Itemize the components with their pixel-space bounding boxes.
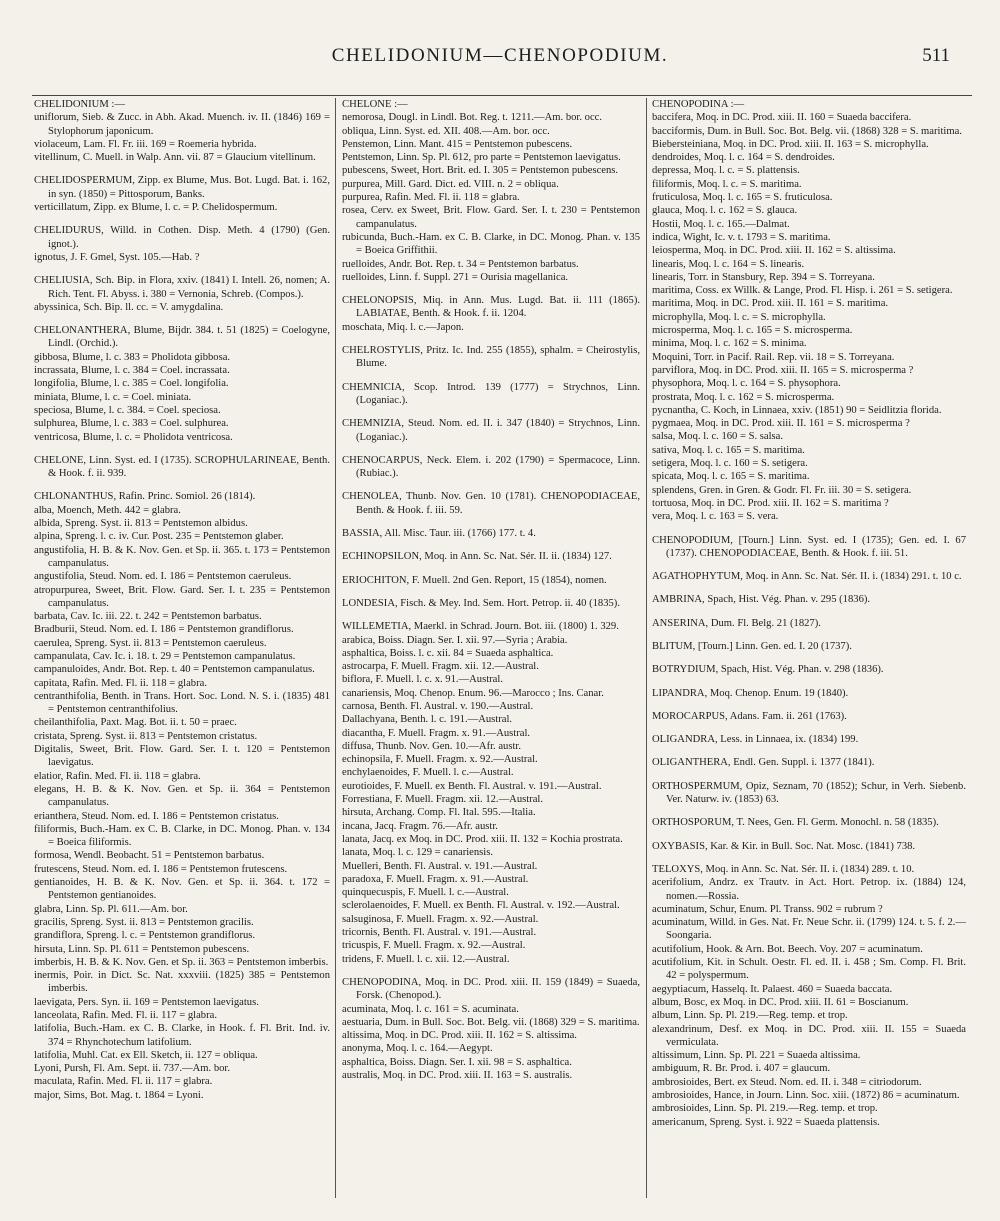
entry: centranthifolia, Benth. in Trans. Hort. Soc. Lond. N. S. i. (1835) 481 = Pentstemon centranthifolius. <box>34 690 330 716</box>
entry: ventricosa, Blume, l. c. = Pholidota ventricosa. <box>34 431 233 443</box>
entry: echinopsila, F. Muell. Fragm. x. 92.—Austral. <box>342 754 538 766</box>
entry: TELOXYS, Moq. in Ann. Sc. Nat. Sér. II. i. (1834) 289. t. 10. <box>652 863 915 875</box>
entry: CHELIDOSPERMUM, Zipp. ex Blume, Mus. Bot. Lugd. Bat. i. 162, in syn. (1850) = Pittosporum, Banks. <box>34 175 330 200</box>
entry: BOTRYDIUM, Spach, Hist. Vég. Phan. v. 298 (1836). <box>652 664 884 676</box>
column-2 <box>342 98 640 1198</box>
entry: gibbosa, Blume, l. c. 383 = Pholidota gibbosa. <box>34 351 231 363</box>
entry: nemorosa, Dougl. in Lindl. Bot. Reg. t. 1211.—Am. bor. occ. <box>342 112 603 124</box>
entry: album, Linn. Sp. Pl. 219.—Reg. temp. et trop. <box>652 1010 848 1022</box>
entry: OLIGANDRA, Less. in Linnaea, ix. (1834) 199. <box>652 734 859 746</box>
entry: pycnantha, C. Koch, in Linnaea, xxiv. (1851) 90 = Seidlitzia florida. <box>652 404 942 416</box>
entry: Hostii, Moq. l. c. 165.—Dalmat. <box>652 218 790 230</box>
entry: albida, Spreng. Syst. ii. 813 = Pentstemon albidus. <box>34 518 248 530</box>
entry: diacantha, F. Muell. Fragm. x. 91.—Austral. <box>342 727 531 739</box>
entry: sulphurea, Blume, l. c. 383 = Coel. sulphurea. <box>34 418 229 430</box>
entry: BASSIA, All. Misc. Taur. iii. (1766) 177. t. 4. <box>342 528 536 540</box>
entry: longifolia, Blume, l. c. 385 = Coel. longifolia. <box>34 378 229 390</box>
entry: glabra, Linn. Sp. Pl. 611.—Am. bor. <box>34 903 188 915</box>
entry: Moquini, Torr. in Pacif. Rail. Rep. vii. 18 = S. Torreyana. <box>652 351 895 363</box>
entry: pygmaea, Moq. in DC. Prod. xiii. II. 161 = S. microsperma ? <box>652 418 910 430</box>
entry: quinquecuspis, F. Muell. l. c.—Austral. <box>342 887 509 899</box>
entry: elatior, Rafin. Med. Fl. ii. 118 = glabra. <box>34 770 201 782</box>
entry: LONDESIA, Fisch. & Mey. Ind. Sem. Hort. Petrop. ii. 40 (1835). <box>342 597 620 609</box>
entry: elegans, H. B. & K. Nov. Gen. et Sp. ii. 364 = Pentstemon campanulatus. <box>34 783 330 809</box>
entry: ignotus, J. F. Gmel, Syst. 105.—Hab. ? <box>34 251 200 263</box>
entry: depressa, Moq. l. c. = S. plattensis. <box>652 165 800 177</box>
entry: rubicunda, Buch.-Ham. ex C. B. Clarke, in DC. Monog. Phan. v. 135 = Boeica Griffithii. <box>342 231 640 257</box>
entry: biflora, F. Muell. l. c. x. 91.—Austral. <box>342 674 503 686</box>
entry: microsperma, Moq. l. c. 165 = S. microsperma. <box>652 325 853 337</box>
entry: canariensis, Moq. Chenop. Enum. 96.—Marocco ; Ins. Canar. <box>342 687 604 699</box>
entry: acerifolium, Andrz. ex Trautv. in Act. Hort. Petrop. ix. (1884) 124, nomen.—Rossia. <box>652 877 966 902</box>
column-divider <box>335 98 336 1198</box>
entry: major, Sims, Bot. Mag. t. 1864 = Lyoni. <box>34 1089 204 1101</box>
entry: sclerolaenoides, F. Muell. ex Benth. Fl. Austral. v. 192.—Austral. <box>342 900 620 912</box>
entry: enchylaenoides, F. Muell. l. c.—Austral. <box>342 767 514 779</box>
entry: Lyoni, Pursh, Fl. Am. Sept. ii. 737.—Am. bor. <box>34 1063 231 1075</box>
entry: CHENOPODINA, Moq. in DC. Prod. xiii. II. 159 (1849) = Suaeda, Forsk. (Chenopod.). <box>342 976 640 1002</box>
entry: diffusa, Thunb. Nov. Gen. 10.—Afr. austr. <box>342 740 521 752</box>
entry: Muelleri, Benth. Fl. Austral. v. 191.—Austral. <box>342 860 538 872</box>
entry: pubescens, Sweet, Hort. Brit. ed. I. 305 = Pentstemon pubescens. <box>342 165 619 177</box>
entry: lanata, Moq. l. c. 129 = canariensis. <box>342 847 494 859</box>
entry: ORTHOSPERMUM, Opiz, Seznam, 70 (1852); Schur, in Verh. Siebenb. Ver. Naturw. iv. (1853) 63. <box>652 780 966 806</box>
entry: uniflorum, Sieb. & Zucc. in Abh. Akad. Muench. iv. II. (1846) 169 = Stylophorum japonicum. <box>34 112 330 137</box>
column-3 <box>652 98 966 1198</box>
entry: maritima, Moq. in DC. Prod. xiii. II. 161 = S. maritima. <box>652 298 889 310</box>
entry: campanuloides, Andr. Bot. Rep. t. 40 = Pentstemon campanulatus. <box>34 664 315 676</box>
entry: australis, Moq. in DC. Prod. xiii. II. 163 = S. australis. <box>342 1070 573 1081</box>
entry: obliqua, Linn. Syst. ed. XII. 408.—Am. bor. occ. <box>342 125 550 137</box>
entry: acutifolium, Kit. in Schult. Oestr. Fl. ed. II. i. 458 ; Sm. Comp. Fl. Brit. 42 = polyspermum. <box>652 957 966 982</box>
entry: americanum, Spreng. Syst. i. 922 = Suaeda plattensis. <box>652 1116 880 1128</box>
entry: latifolia, Muhl. Cat. ex Ell. Sketch, ii. 127 = obliqua. <box>34 1049 258 1061</box>
entry: CHENOPODINA :— <box>652 99 745 110</box>
entry: tricuspis, F. Muell. Fragm. x. 92.—Austral. <box>342 940 526 952</box>
entry: paradoxa, F. Muell. Fragm. x. 91.—Austral. <box>342 873 529 885</box>
entry: imberbis, H. B. & K. Nov. Gen. et Sp. ii. 363 = Pentstemon imberbis. <box>34 956 329 968</box>
entry: sativa, Moq. l. c. 165 = S. maritima. <box>652 444 805 456</box>
entry: Pentstemon, Linn. Sp. Pl. 612, pro parte = Pentstemon laevigatus. <box>342 152 621 164</box>
entry: AGATHOPHYTUM, Moq. in Ann. Sc. Nat. Sér. II. i. (1834) 291. t. 10 c. <box>652 571 962 583</box>
entry: maritima, Coss. ex Willk. & Lange, Prod. Fl. Hisp. i. 261 = S. setigera. <box>652 285 953 297</box>
entry: altissimum, Linn. Sp. Pl. 221 = Suaeda altissima. <box>652 1050 861 1062</box>
running-head <box>0 45 1000 75</box>
entry: purpurea, Mill. Gard. Dict. ed. VIII. n. 2 = obliqua. <box>342 178 559 190</box>
entry: formosa, Wendl. Beobacht. 51 = Pentstemon barbatus. <box>34 850 265 862</box>
entry: arabica, Boiss. Diagn. Ser. I. xii. 97.—Syria ; Arabia. <box>342 634 568 646</box>
entry: microphylla, Moq. l. c. = S. microphylla. <box>652 311 826 323</box>
entry: cheilanthifolia, Paxt. Mag. Bot. ii. t. 50 = praec. <box>34 717 237 729</box>
entry: linearis, Moq. l. c. 164 = S. linearis. <box>652 258 805 270</box>
entry: gentianoides, H. B. & K. Nov. Gen. et Sp. ii. 364. t. 172 = Pentstemon gentianoides. <box>34 877 330 902</box>
entry: asphaltica, Boiss. l. c. xii. 84 = Suaeda asphaltica. <box>342 647 554 659</box>
entry: anonyma, Moq. l. c. 164.—Aegypt. <box>342 1043 493 1055</box>
entry: CHELONANTHERA, Blume, Bijdr. 384. t. 51 (1825) = Coelogyne, Lindl. (Orchid.). <box>34 325 330 350</box>
entry: CHEMNICIA, Scop. Introd. 139 (1777) = Strychnos, Linn. (Loganiac.). <box>342 381 640 406</box>
entry: setigera, Moq. l. c. 160 = S. setigera. <box>652 458 808 470</box>
entry: bacciformis, Dum. in Bull. Soc. Bot. Belg. vii. (1868) 328 = S. maritima. <box>652 125 962 137</box>
entry: CHELROSTYLIS, Pritz. Ic. Ind. 255 (1855), sphalm. = Cheirostylis, Blume. <box>342 345 640 370</box>
entry: Dallachyana, Benth. l. c. 191.—Austral. <box>342 714 513 726</box>
entry: Digitalis, Sweet, Brit. Flow. Gard. Ser. I. t. 120 = Pentstemon laevigatus. <box>34 744 330 769</box>
entry: frutescens, Steud. Nom. ed. I. 186 = Pentstemon frutescens. <box>34 863 288 875</box>
entry: ANSERINA, Dum. Fl. Belg. 21 (1827). <box>652 617 821 629</box>
entry: angustifolia, Steud. Nom. ed. I. 186 = Pentstemon caeruleus. <box>34 571 292 583</box>
entry: baccifera, Moq. in DC. Prod. xiii. II. 160 = Suaeda baccifera. <box>652 112 912 124</box>
entry: fruticulosa, Moq. l. c. 165 = S. fruticulosa. <box>652 192 833 204</box>
entry: caerulea, Spreng. Syst. ii. 813 = Pentstemon caeruleus. <box>34 637 267 649</box>
entry: CHELIDONIUM :— <box>34 99 125 110</box>
entry: carnosa, Benth. Fl. Austral. v. 190.—Austral. <box>342 700 534 712</box>
entry: indica, Wight, Ic. v. t. 1793 = S. maritima. <box>652 231 831 243</box>
entry: parviflora, Moq. in DC. Prod. xiii. II. 165 = S. microsperma ? <box>652 364 914 376</box>
entry: aestuaria, Dum. in Bull. Soc. Bot. Belg. vii. (1868) 329 = S. maritima. <box>342 1016 640 1028</box>
entry: album, Bosc, ex Moq. in DC. Prod. xiii. II. 61 = Boscianum. <box>652 996 909 1008</box>
entry: linearis, Torr. in Stansbury, Rep. 394 = S. Torreyana. <box>652 271 875 283</box>
entry: grandiflora, Spreng. l. c. = Pentstemon grandiflorus. <box>34 930 256 942</box>
entry: ambrosioides, Hance, in Journ. Linn. Soc. xiii. (1872) 86 = acuminatum. <box>652 1090 960 1101</box>
column-1 <box>34 98 330 1198</box>
entry: aegyptiacum, Hasselq. It. Palaest. 460 = Suaeda baccata. <box>652 983 893 995</box>
entry: alba, Moench, Meth. 442 = glabra. <box>34 504 181 516</box>
entry: leiosperma, Moq. in DC. Prod. xiii. II. 162 = S. altissima. <box>652 245 896 257</box>
entry: inermis, Poir. in Dict. Sc. Nat. xxxviii. (1825) 385 = Pentstemon imberbis. <box>34 970 330 995</box>
entry: BLITUM, [Tourn.] Linn. Gen. ed. I. 20 (1737). <box>652 640 852 652</box>
entry: ambrosioides, Bert. ex Steud. Nom. ed. II. i. 348 = citriodorum. <box>652 1076 922 1088</box>
entry: lanata, Jacq. ex Moq. in DC. Prod. xiii. II. 132 = Kochia prostrata. <box>342 833 623 845</box>
entry: CHELIDURUS, Willd. in Cothen. Disp. Meth. 4 (1790) (Gen. ignot.). <box>34 225 330 250</box>
entry: incana, Jacq. Fragm. 76.—Afr. austr. <box>342 820 498 832</box>
entry: CHELONE, Linn. Syst. ed. I (1735). SCROPHULARINEAE, Benth. & Hook. f. ii. 939. <box>34 454 330 480</box>
entry: AMBRINA, Spach, Hist. Vég. Phan. v. 295 (1836). <box>652 594 871 606</box>
entry: barbata, Cav. Ic. iii. 22. t. 242 = Pentstemon barbatus. <box>34 611 262 623</box>
entry: LIPANDRA, Moq. Chenop. Enum. 19 (1840). <box>652 687 849 699</box>
column-divider <box>646 98 647 1198</box>
entry: gracilis, Spreng. Syst. ii. 813 = Pentstemon gracilis. <box>34 916 254 928</box>
entry: CHENOCARPUS, Neck. Elem. i. 202 (1790) = Spermacoce, Linn. (Rubiac.). <box>342 454 640 480</box>
entry: tortuosa, Moq. in DC. Prod. xiii. II. 162 = S. maritima ? <box>652 497 889 509</box>
entry: acutifolium, Hook. & Arn. Bot. Beech. Voy. 207 = acuminatum. <box>652 943 923 955</box>
entry: eurotioides, F. Muell. ex Benth. Fl. Austral. v. 191.—Austral. <box>342 780 602 792</box>
entry: angustifolia, H. B. & K. Nov. Gen. et Sp. ii. 365. t. 173 = Pentstemon campanulatus. <box>34 544 330 569</box>
entry: ORTHOSPORUM, T. Nees, Gen. Fl. Germ. Monochl. n. 58 (1835). <box>652 817 939 829</box>
entry: maculata, Rafin. Med. Fl. ii. 117 = glabra. <box>34 1076 213 1088</box>
entry: ambrosioides, Linn. Sp. Pl. 219.—Reg. temp. et trop. <box>652 1103 878 1115</box>
entry: prostrata, Moq. l. c. 162 = S. microsperma. <box>652 391 835 403</box>
entry: OXYBASIS, Kar. & Kir. in Bull. Soc. Nat. Mosc. (1841) 738. <box>652 840 916 852</box>
entry: filiformis, Buch.-Ham. ex C. B. Clarke, in DC. Monog. Phan. v. 134 = Boeica filiformis. <box>34 823 330 849</box>
entry: CHELIUSIA, Sch. Bip. in Flora, xxiv. (1841) I. Intell. 26, nomen; A. Rich. Tent. Fl. Abyss. i. 380 = Vernonia, Schreb. (Compos.). <box>34 275 330 300</box>
entry: CHENOPODIUM, [Tourn.] Linn. Syst. ed. I (1735); Gen. ed. I. 67 (1737). CHENOPODIACEAE, Benth. & Hook. f. iii. 51. <box>652 534 966 559</box>
entry: vitellinum, C. Muell. in Walp. Ann. vii. 87 = Glaucium vitellinum. <box>34 152 316 164</box>
entry: campanulata, Cav. Ic. i. 18. t. 29 = Pentstemon campanulatus. <box>34 650 296 662</box>
entry: laevigata, Pers. Syn. ii. 169 = Pentstemon laevigatus. <box>34 996 259 1008</box>
entry: atropurpurea, Sweet, Brit. Flow. Gard. Ser. I. t. 235 = Pentstemon campanulatus. <box>34 584 330 609</box>
entry: violaceum, Lam. Fl. Fr. iii. 169 = Roemeria hybrida. <box>34 138 257 150</box>
entry: physophora, Moq. l. c. 164 = S. physophora. <box>652 378 841 390</box>
entry: alpina, Spreng. l. c. iv. Cur. Post. 235 = Pentstemon glaber. <box>34 531 284 543</box>
entry: CHENOLEA, Thunb. Nov. Gen. 10 (1781). CHENOPODIACEAE, Benth. & Hook. f. iii. 59. <box>342 491 640 516</box>
entry: vera, Moq. l. c. 163 = S. vera. <box>652 511 779 523</box>
entry: tricornis, Benth. Fl. Austral. v. 191.—Austral. <box>342 927 537 939</box>
entry: WILLEMETIA, Maerkl. in Schrad. Journ. Bot. iii. (1800) 1. 329. <box>342 621 619 633</box>
entry: filiformis, Moq. l. c. = S. maritima. <box>652 178 802 190</box>
entry: Forrestiana, F. Muell. Fragm. xii. 12.—Austral. <box>342 794 544 806</box>
entry: purpurea, Rafin. Med. Fl. ii. 118 = glabra. <box>342 192 520 204</box>
header-rule <box>32 95 972 96</box>
entry: abyssinica, Sch. Bip. ll. cc. = V. amygdalina. <box>34 301 224 313</box>
entry: glauca, Moq. l. c. 162 = S. glauca. <box>652 205 798 217</box>
entry: erianthera, Steud. Nom. ed. I. 186 = Pentstemon cristatus. <box>34 810 279 822</box>
entry: ambiguum, R. Br. Prod. i. 407 = glaucum. <box>652 1063 831 1075</box>
entry: Biebersteiniana, Moq. in DC. Prod. xiii. II. 163 = S. microphylla. <box>652 138 929 150</box>
entry: moschata, Miq. l. c.—Japon. <box>342 321 464 333</box>
entry: splendens, Gren. in Gren. & Godr. Fl. Fr. iii. 30 = S. setigera. <box>652 484 912 496</box>
entry: salsa, Moq. l. c. 160 = S. salsa. <box>652 431 784 443</box>
entry: Bradburii, Steud. Nom. ed. I. 186 = Pentstemon grandiflorus. <box>34 624 294 636</box>
entry: latifolia, Buch.-Ham. ex C. B. Clarke, in Hook. f. Fl. Brit. Ind. iv. 374 = Rhynchotechum latifolium. <box>34 1023 330 1048</box>
entry: cristata, Spreng. Syst. ii. 813 = Pentstemon cristatus. <box>34 730 258 742</box>
entry: lanceolata, Rafin. Med. Fl. ii. 117 = glabra. <box>34 1010 217 1021</box>
entry: salsuginosa, F. Muell. Fragm. x. 92.—Austral. <box>342 913 539 925</box>
entry: capitata, Rafin. Med. Fl. ii. 118 = glabra. <box>34 677 207 689</box>
entry: hirsuta, Linn. Sp. Pl. 611 = Pentstemon pubescens. <box>34 943 250 955</box>
page-title: CHELIDONIUM—CHENOPODIUM. <box>331 45 669 66</box>
entry: dendroides, Moq. l. c. 164 = S. dendroides. <box>652 152 835 164</box>
entry: altissima, Moq. in DC. Prod. xiii. II. 162 = S. altissima. <box>342 1030 577 1042</box>
entry: asphaltica, Boiss. Diagn. Ser. I. xii. 98 = S. asphaltica. <box>342 1056 572 1068</box>
entry: acuminatum, Willd. in Ges. Nat. Fr. Neue Schr. ii. (1799) 124. t. 5. f. 2.—Soongaria. <box>652 917 966 942</box>
page-number: 511 <box>922 45 950 66</box>
entry: spicata, Moq. l. c. 165 = S. maritima. <box>652 471 810 483</box>
entry: astrocarpa, F. Muell. Fragm. xii. 12.—Austral. <box>342 661 539 673</box>
entry: CHELONOPSIS, Miq. in Ann. Mus. Lugd. Bat. ii. 111 (1865). LABIATAE, Benth. & Hook. f. ii. 1204. <box>342 295 640 320</box>
entry: miniata, Blume, l. c. = Coel. miniata. <box>34 391 192 403</box>
entry: acuminata, Moq. l. c. 161 = S. acuminata. <box>342 1003 519 1015</box>
entry: CHELONE :— <box>342 99 408 110</box>
entry: hirsuta, Archang. Comp. Fl. Ital. 595.—Italia. <box>342 807 536 819</box>
entry: ruelloides, Linn. f. Suppl. 271 = Ourisia magellanica. <box>342 271 569 283</box>
entry: CHEMNIZIA, Steud. Nom. ed. II. i. 347 (1840) = Strychnos, Linn. (Loganiac.). <box>342 418 640 443</box>
entry: incrassata, Blume, l. c. 384 = Coel. incrassata. <box>34 365 230 377</box>
entry: alexandrinum, Desf. ex Moq. in DC. Prod. xiii. II. 155 = Suaeda vermiculata. <box>652 1023 966 1048</box>
entry: Penstemon, Linn. Mant. 415 = Pentstemon pubescens. <box>342 138 573 150</box>
entry: CHLONANTHUS, Rafin. Princ. Somiol. 26 (1814). <box>34 491 256 503</box>
entry: ERIOCHITON, F. Muell. 2nd Gen. Report, 15 (1854), nomen. <box>342 574 607 586</box>
entry: rosea, Cerv. ex Sweet, Brit. Flow. Gard. Ser. I. t. 230 = Pentstemon campanulatus. <box>342 205 640 230</box>
entry: verticillatum, Zipp. ex Blume, l. c. = P. Chelidospermum. <box>34 202 278 214</box>
entry: minima, Moq. l. c. 162 = S. minima. <box>652 338 807 350</box>
entry: speciosa, Blume, l. c. 384. = Coel. speciosa. <box>34 404 221 416</box>
entry: OLIGANTHERA, Endl. Gen. Suppl. i. 1377 (1841). <box>652 757 875 769</box>
entry: MOROCARPUS, Adans. Fam. ii. 261 (1763). <box>652 710 847 722</box>
entry: ruelloides, Andr. Bot. Rep. t. 34 = Pentstemon barbatus. <box>342 258 579 270</box>
entry: tridens, F. Muell. l. c. xii. 12.—Austral. <box>342 953 510 965</box>
entry: ECHINOPSILON, Moq. in Ann. Sc. Nat. Sér. II. ii. (1834) 127. <box>342 551 612 563</box>
entry: acuminatum, Schur, Enum. Pl. Transs. 902 = rubrum ? <box>652 903 883 915</box>
